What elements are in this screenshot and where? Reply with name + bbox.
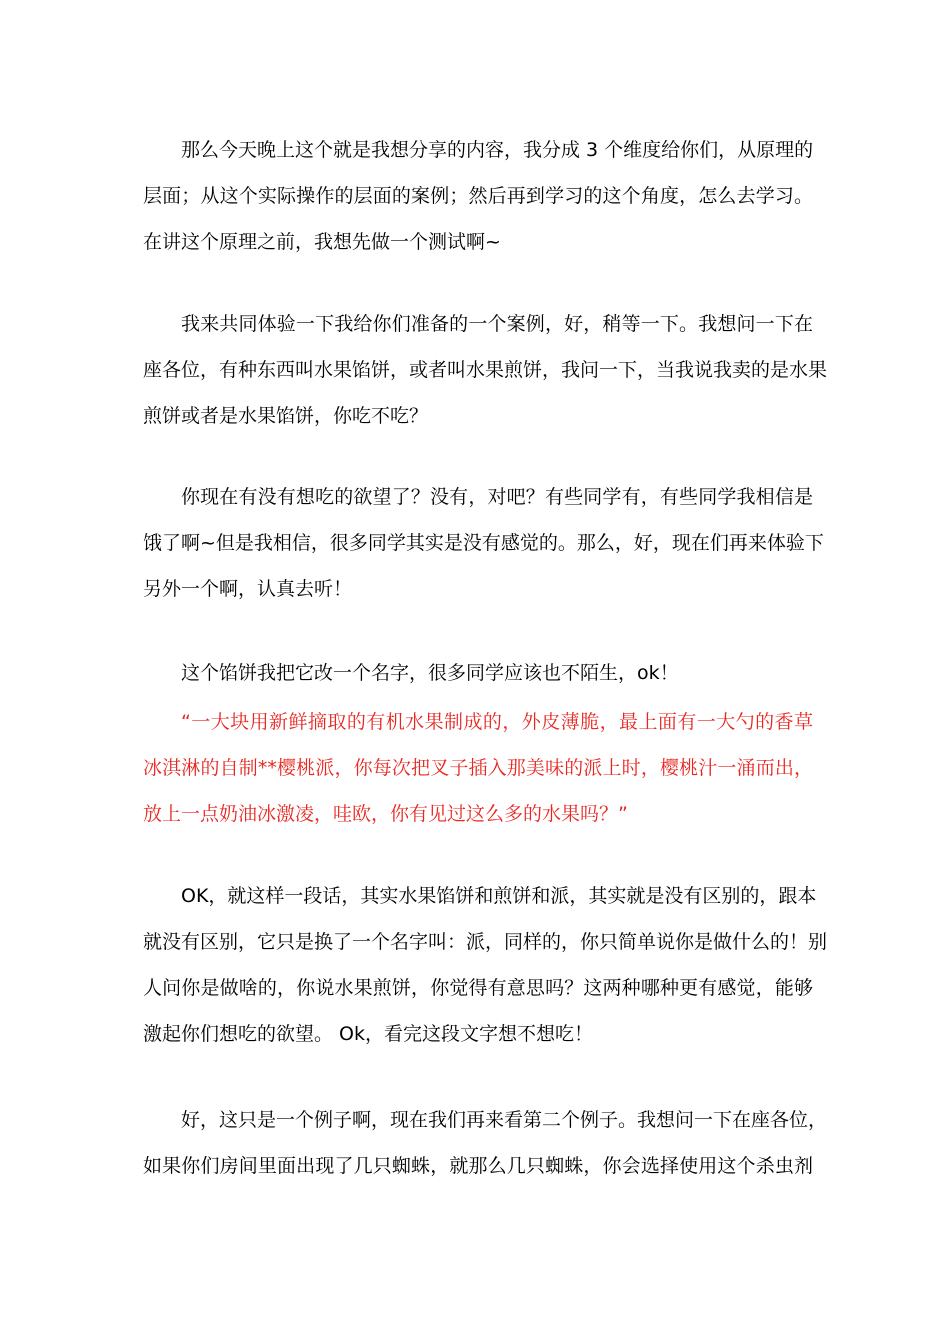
paragraph-line: 你现在有没有想吃的欲望了？没有，对吧？有些同学有，有些同学我相信是	[181, 486, 813, 508]
paragraph-desire	[143, 474, 824, 612]
quote-line: 放上一点奶油冰激凌，哇欧，你有见过这么多的水果吗？”	[143, 803, 628, 825]
paragraph-experience	[143, 301, 828, 439]
paragraph-line: 另外一个啊，认真去听！	[143, 578, 353, 600]
paragraph-line: 饿了啊~但是我相信，很多同学其实是没有感觉的。那么，好，现在们再来体验下	[143, 532, 824, 554]
quote-line: “一大块用新鲜摘取的有机水果制成的，外皮薄脆，最上面有一大勺的香草	[181, 711, 813, 733]
paragraph-rename	[143, 650, 813, 696]
paragraph-line: 座各位，有种东西叫水果馅饼，或者叫水果煎饼，我问一下，当我说我卖的是水果	[143, 359, 828, 381]
paragraph-line: 在讲这个原理之前，我想先做一个测试啊~	[143, 231, 501, 253]
paragraph-line: 我来共同体验一下我给你们准备的一个案例，好，稍等一下。我想问一下在	[181, 313, 813, 335]
paragraph-ok	[143, 873, 828, 1057]
paragraph-line: 激起你们想吃的欲望。 Ok，看完这段文字想不想吃！	[143, 1023, 593, 1045]
quote-cherry-pie	[143, 699, 813, 837]
paragraph-line: 好，这只是一个例子啊，现在我们再来看第二个例子。我想问一下在座各位，	[181, 1109, 828, 1131]
quote-line: 冰淇淋的自制**樱桃派，你每次把叉子插入那美味的派上时，樱桃汁一涌而出，	[143, 757, 813, 779]
paragraph-line: 煎饼或者是水果馅饼，你吃不吃？	[143, 405, 429, 427]
paragraph-line: OK，就这样一段话，其实水果馅饼和煎饼和派，其实就是没有区别的，跟本	[181, 885, 817, 907]
paragraph-line: 那么今天晚上这个就是我想分享的内容，我分成 3 个维度给你们，从原理的	[181, 139, 814, 161]
paragraph-line: 人问你是做啥的，你说水果煎饼，你觉得有意思吗？这两种哪种更有感觉，能够	[143, 977, 813, 999]
paragraph-line: 就没有区别，它只是换了一个名字叫：派，同样的，你只简单说你是做什么的！别	[143, 931, 828, 953]
paragraph-line: 如果你们房间里面出现了几只蜘蛛，就那么几只蜘蛛，你会选择使用这个杀虫剂	[143, 1155, 813, 1177]
paragraph-line: 层面；从这个实际操作的层面的案例；然后再到学习的这个角度，怎么去学习。	[143, 185, 813, 207]
paragraph-line: 这个馅饼我把它改一个名字，很多同学应该也不陌生，ok！	[181, 662, 679, 684]
paragraph-second-example	[143, 1097, 828, 1189]
paragraph-intro	[143, 127, 813, 265]
